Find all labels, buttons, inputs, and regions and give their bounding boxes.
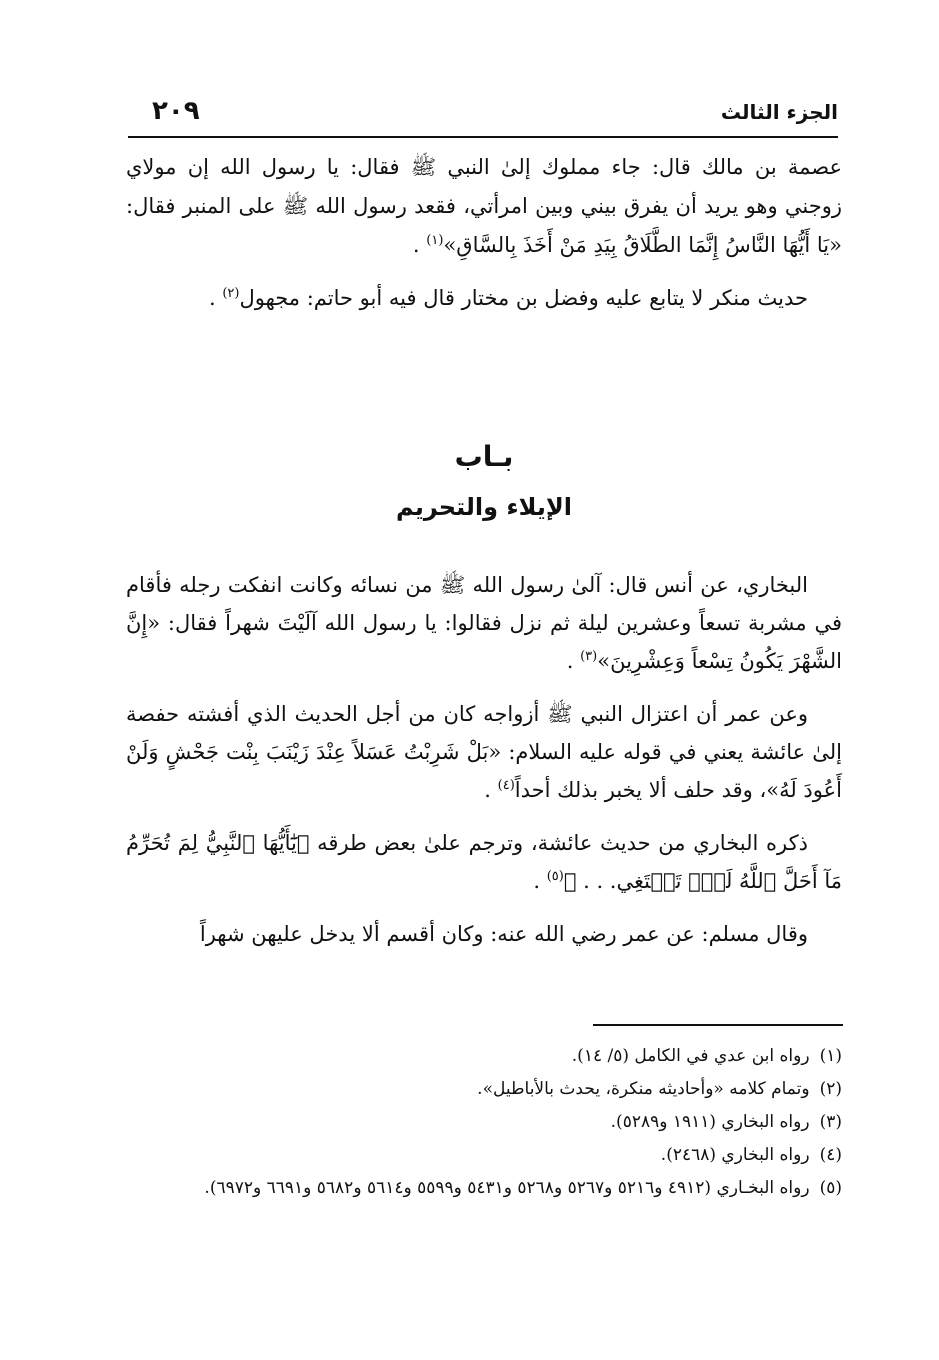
footnote-ref-2: (٢) (222, 286, 240, 301)
body-paragraph-4: وقال مسلم: عن عمر رضي الله عنه: وكان أقسم ألا يدخل عليهن شهراً (199, 922, 808, 946)
page-number: ٢٠٩ (152, 96, 200, 126)
intro-paragraph-1: عصمة بن مالك قال: جاء مملوك إلىٰ النبي ﷺ فقال: يا رسول الله إن مولاي زوجني وهو يريد أن يفرق بيني وبين امرأتي، فقعد رسول الله ﷺ على المنبر فقال: «يَا أَيُّهَا النَّاسُ إِنَّمَا الطَّلَاقُ بِيَدِ مَنْ أَخَذَ بِالسَّاقِ»$^{(١)}$ . (126, 155, 842, 257)
footnotes (126, 1040, 842, 1205)
section-title: بـاب (454, 440, 514, 473)
section-body (126, 566, 842, 968)
footnote-ref-5: (٥) (546, 869, 564, 884)
body-paragraph-3: ذكره البخاري من حديث عائشة، وترجم علىٰ بعض طرقه ﴿يَٰٓأَيُّهَا ٱلنَّبِيُّ لِمَ تُحَرِّمُ مَآ أَحَلَّ ٱللَّهُ لَكَۖ تَبۡتَغِي. . . ﴾$^{(٥)}$ . (126, 831, 842, 893)
intro-paragraph-2: حديث منكر لا يتابع عليه وفضل بن مختار قال فيه أبو حاتم: مجهول$^{(٢)}$ . (208, 286, 808, 310)
body-paragraph-2: وعن عمر أن اعتزال النبي ﷺ أزواجه كان من أجل الحديث الذي أفشته حفصة إلىٰ عائشة يعني في قوله عليه السلام: «بَلْ شَرِبْتُ عَسَلاً عِنْدَ زَيْنَبَ بِنْت جَحْشٍ وَلَنْ أَعُودَ لَهُ»، وقد حلف ألا يخبر بذلك أحداً$^{(٤)}$ . (126, 702, 842, 802)
page-header (128, 96, 838, 128)
footnote-ref-4: (٤) (497, 778, 515, 793)
footnote-rule (593, 1024, 843, 1026)
header-rule (128, 136, 838, 138)
footnote-5: (٥)رواه البخـاري (٤٩١٢ و٥٢١٦ و٥٢٦٧ و٥٢٦٨ و٥٤٣١ و٥٥٩٩ و٥٦١٤ و٥٦٨٢ و٦٦٩١ و٦٩٧٢). (204, 1178, 842, 1198)
footnote-ref-3: (٣) (580, 649, 598, 664)
running-title: الجزء الثالث (720, 100, 838, 124)
footnote-4: (٤)رواه البخاري (٢٤٦٨). (660, 1145, 842, 1165)
footnote-2: (٢)وتمام كلامه «وأحاديثه منكرة، يحدث بالأباطيل». (477, 1079, 842, 1099)
footnote-1: (١)رواه ابن عدي في الكامل (٥/ ١٤). (571, 1046, 842, 1066)
intro-text (126, 148, 842, 332)
footnote-3: (٣)رواه البخاري (١٩١١ و٥٢٨٩). (610, 1112, 842, 1132)
body-paragraph-1: البخاري، عن أنس قال: آلىٰ رسول الله ﷺ من نسائه وكانت انفكت رجله فأقام في مشربة تسعاً وعشرين ليلة ثم نزل فقالوا: يا رسول الله آلَيْتَ شهراً فقال: «إِنَّ الشَّهْرَ يَكُونُ تِسْعاً وَعِشْرِينَ»$^{(٣)}$ . (126, 573, 842, 673)
section-subtitle: الإيلاء والتحريم (396, 493, 572, 521)
footnote-ref-1: (١) (426, 233, 444, 248)
